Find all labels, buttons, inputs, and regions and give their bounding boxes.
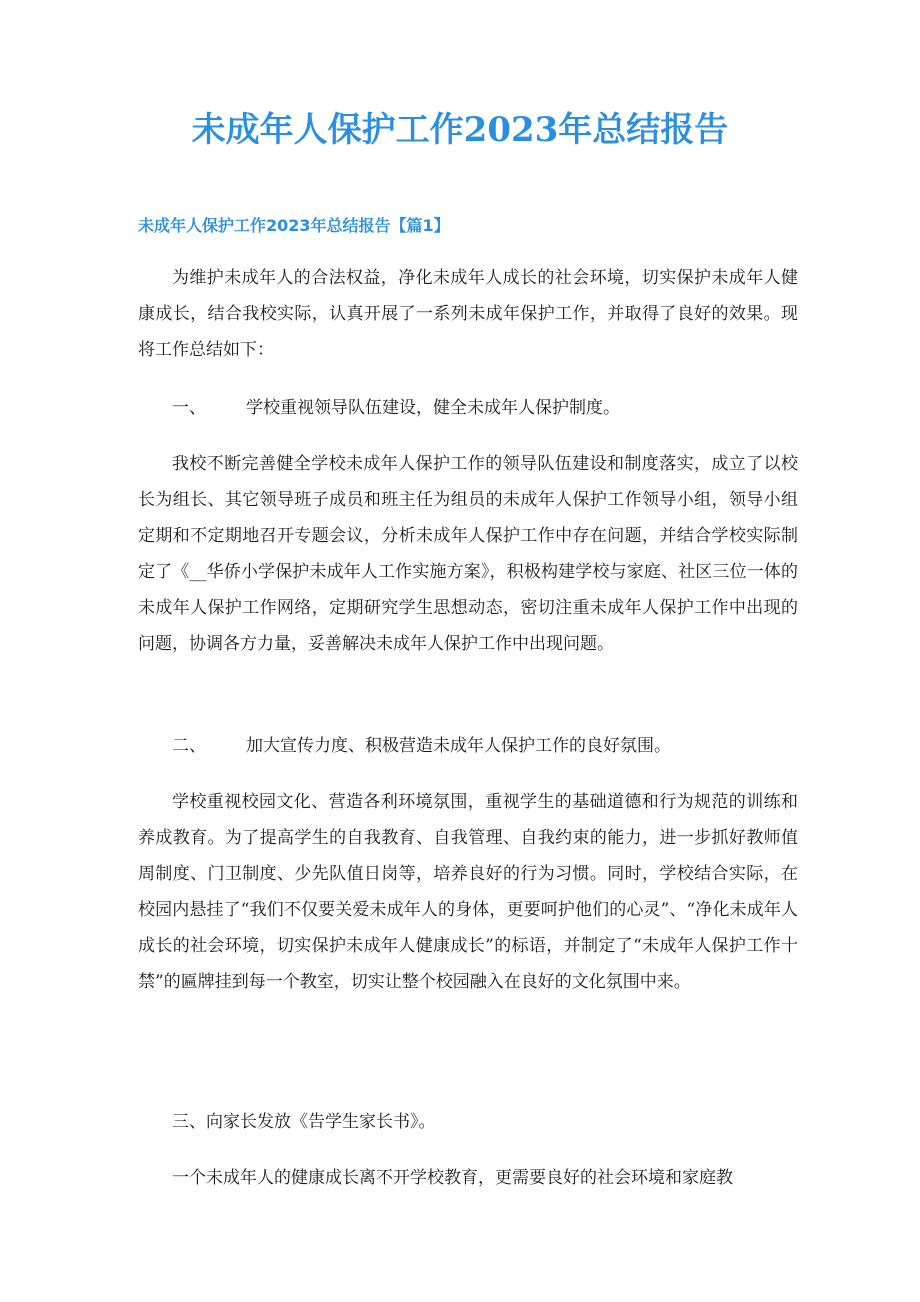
heading-three: 三、向家长发放《告学生家长书》。: [172, 1112, 436, 1132]
heading-two: [172, 728, 671, 764]
document-title: 未成年人保护工作2023年总结报告: [191, 110, 729, 150]
heading-one: [172, 390, 620, 426]
heading-one-number: 一、: [172, 398, 206, 418]
paragraph-two: 学校重视校园文化、营造各利环境氛围，重视学生的基础道德和行为规范的训练和养成教育。为了提高学生的自我教育、自我管理、自我约束的能力，进一步抓好教师值周制度、门卫制度、少先队值日岗等，培养良好的行为习惯。同时，学校结合实际，在校园内悬挂了“我们不仅要关爱未成年人的身体，更要呵护他们的心灵”、“净化未成年人成长的社会环境，切实保护未成年人健康成长”的标语，并制定了“未成年人保护工作十禁”的匾牌挂到每一个教室，切实让整个校园融入在良好的文化氛围中来。: [138, 792, 798, 992]
paragraph-three: 一个未成年人的健康成长离不开学校教育，更需要良好的社会环境和家庭教: [172, 1168, 733, 1188]
section-heading: 未成年人保护工作2023年总结报告【篇1】: [138, 216, 450, 235]
heading-one-text: 学校重视领导队伍建设，健全未成年人保护制度。: [246, 398, 620, 418]
heading-two-text: 加大宣传力度、积极营造未成年人保护工作的良好氛围。: [246, 736, 671, 756]
paragraph-one: 我校不断完善健全学校未成年人保护工作的领导队伍建设和制度落实，成立了以校长为组长、其它领导班子成员和班主任为组员的未成年人保护工作领导小组，领导小组定期和不定期地召开专题会议，分析未成年人保护工作中存在问题，并结合学校实际制定了《__华侨小学保护未成年人工作实施方案》，积极构建学校与家庭、社区三位一体的未成年人保护工作网络，定期研究学生思想动态，密切注重未成年人保护工作中出现的问题，协调各方力量，妥善解决未成年人保护工作中出现问题。: [138, 454, 798, 654]
heading-two-number: 二、: [172, 736, 206, 756]
paragraph-intro: 为维护未成年人的合法权益，净化未成年人成长的社会环境，切实保护未成年人健康成长，结合我校实际，认真开展了一系列未成年保护工作，并取得了良好的效果。现将工作总结如下：: [138, 268, 798, 360]
